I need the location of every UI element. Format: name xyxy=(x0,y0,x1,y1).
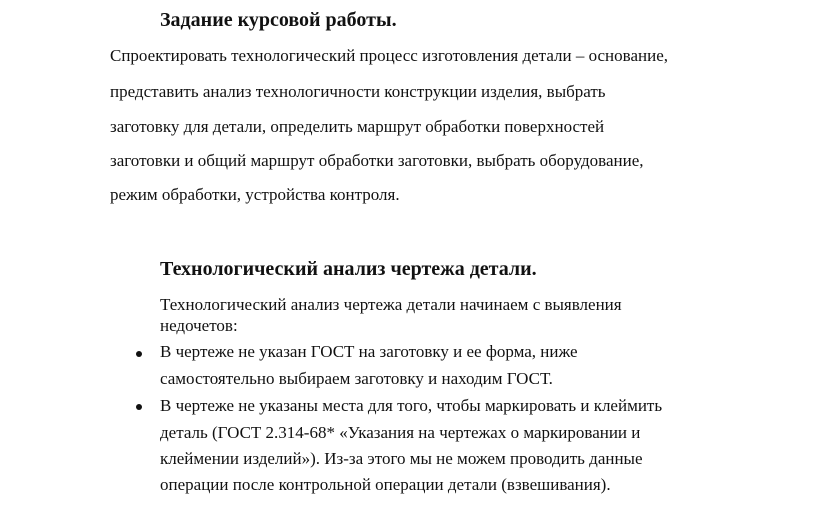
list-item-line: операции после контрольной операции детали (взвешивания). xyxy=(160,475,611,494)
list-item-line: В чертеже не указаны места для того, чтобы маркировать и клеймить xyxy=(160,396,663,415)
bullet-icon xyxy=(136,404,142,410)
list-item-line: самостоятельно выбираем заготовку и находим ГОСТ. xyxy=(160,369,553,388)
task-line: Спроектировать технологический процесс изготовления детали – основание, xyxy=(110,46,668,65)
section-heading-task: Задание курсовой работы. xyxy=(160,9,397,31)
bullet-icon xyxy=(136,351,142,357)
list-item-line: клеймении изделий»). Из-за этого мы не можем проводить данные xyxy=(160,449,643,468)
task-line: заготовки и общий маршрут обработки заготовки, выбрать оборудование, xyxy=(110,151,644,170)
task-line: режим обработки, устройства контроля. xyxy=(110,185,400,204)
section-heading-analysis: Технологический анализ чертежа детали. xyxy=(160,258,537,280)
task-line: заготовку для детали, определить маршрут обработки поверхностей xyxy=(110,117,605,136)
task-line: представить анализ технологичности конструкции изделия, выбрать xyxy=(110,82,606,101)
list-item-line: деталь (ГОСТ 2.314-68* «Указания на чертежах о маркировании и xyxy=(160,423,641,442)
intro-line: Технологический анализ чертежа детали начинаем с выявления xyxy=(160,295,622,314)
intro-line: недочетов: xyxy=(160,316,238,335)
list-item-line: В чертеже не указан ГОСТ на заготовку и ее форма, ниже xyxy=(160,342,578,361)
